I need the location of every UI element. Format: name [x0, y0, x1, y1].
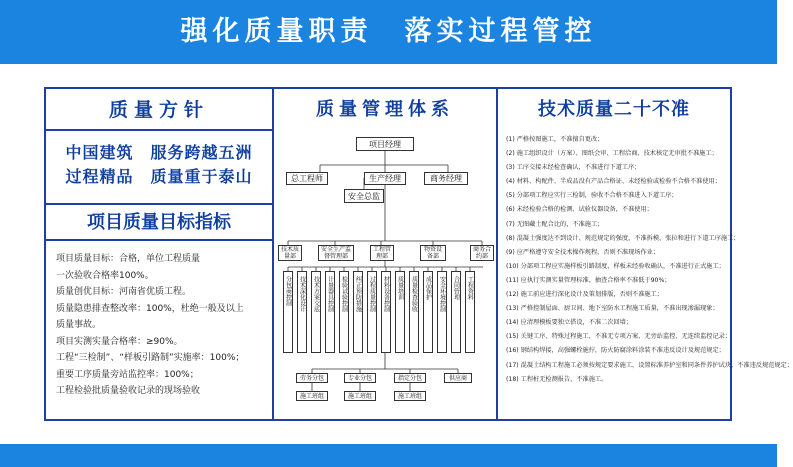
duty-node: 技术方案交底 — [311, 271, 321, 353]
goal-line: 项目质量目标：合格，单位工程质量 — [56, 254, 201, 264]
prohibition-item: (4) 材料、构配件、半成品没有产品合格证、未经检验或检验不合格不准使用； — [506, 178, 721, 186]
goal-line: 项目实测实量合格率：≥90%。 — [56, 336, 183, 347]
goal-line: 质量事故。 — [56, 320, 102, 330]
department-node: 物资设备部 — [420, 245, 446, 261]
management-system-panel — [274, 89, 496, 419]
prohibition-item: (16) 钢结构焊接，高强螺栓施拧，防火防腐涂料涂装不准违反设计及规范规定； — [506, 347, 725, 355]
duty-node: 检验试验控制 — [339, 271, 349, 353]
slogan-line-1: 中国建筑 服务跨越五洲 — [65, 143, 253, 162]
safety-director-node: 安全总监 — [344, 189, 384, 203]
twenty-prohibitions-heading: 技术质量二十不准 — [538, 99, 690, 120]
prohibition-item: (5) 分部项工程应实行三检制，验收不合格不准进入下道工序； — [506, 192, 678, 200]
slogan-line-2: 过程精品 质量重于泰山 — [65, 167, 253, 186]
duty-node: 质量培训 — [395, 271, 405, 353]
duty-node: 材料设备控制 — [381, 271, 391, 353]
prohibition-item: (17) 混凝土结构工程施工必须按规定要求施工，设置标准养护室和同条件养护试块，不准违反规范规定； — [506, 361, 793, 369]
content-frame — [44, 87, 793, 421]
department-node: 商务合约部 — [470, 245, 494, 261]
goal-line: 质量隐患排查整改率：100%，杜绝一般及以上 — [56, 303, 244, 314]
prohibitions-list — [506, 133, 793, 387]
prohibition-item: (11) 应执行实测实量管理标准，抽查合格率不准低于90%； — [506, 276, 671, 284]
duty-node: 计量器具控制 — [325, 271, 335, 353]
quality-policy-heading: 质量方针 — [46, 89, 272, 131]
duty-node: 过程质量控制 — [367, 271, 377, 353]
department-node: 安全生产监督管理部 — [318, 245, 354, 261]
duty-node: 分包商控制 — [283, 271, 293, 353]
duty-node: 质量检查验收 — [409, 271, 419, 353]
goal-line: 质量创优目标：河南省优质工程。 — [56, 287, 192, 297]
prohibition-item: (14) 应清理模板要独立搭设，不准二次回墙； — [506, 319, 633, 327]
subcontract-node: 指定分包 — [394, 373, 426, 383]
duty-node: 技术深化设计 — [297, 271, 307, 353]
prohibition-item: (7) 无图藏土配合比的，不准施工； — [506, 220, 604, 228]
prohibition-item: (9) 应严格遵守安全技术操作规程，否则不准现场作业； — [506, 248, 660, 256]
work-team-node: 施工班组 — [296, 391, 328, 401]
twenty-prohibitions-panel — [498, 89, 793, 419]
quality-slogan — [46, 133, 272, 203]
quality-goals-heading: 项目质量目标指标 — [46, 203, 272, 241]
prohibition-item: (15) 关键工序、特殊过程施工，不准无专项方案、无旁站监控、无连续监控记录； — [506, 333, 732, 341]
goal-line: 工程检验批质量验收记录的现场验收 — [56, 386, 201, 396]
duty-node: 成品保护 — [423, 271, 433, 353]
subcontract-node: 供应商 — [444, 373, 472, 383]
banner-title: 强化质量职责 落实过程管控 — [180, 16, 597, 47]
prohibition-item: (13) 严格控制屋面、厨卫间、地下室防水工程施工质量，不准出现渗漏现象； — [506, 305, 719, 313]
prohibition-item: (12) 施工前应进行深化设计及策划排版，否则不准施工； — [506, 291, 663, 299]
business-manager-node: 商务经理 — [424, 172, 468, 185]
work-team-node: 施工班组 — [394, 391, 426, 401]
duty-node: 工程资料 — [465, 271, 475, 353]
subcontract-node: 劳务分包 — [296, 373, 328, 383]
prohibition-item: (10) 分部项工程应实施样板引路制度，样板未经验收确认，不准进行正式施工； — [506, 262, 725, 270]
production-manager-node: 生产经理 — [364, 172, 406, 185]
duty-node: 纠正预防措施 — [353, 271, 363, 353]
management-system-heading: 质量管理体系 — [316, 99, 454, 120]
goal-line: 重要工序质量旁站监控率：100%； — [56, 369, 199, 380]
prohibition-item: (18) 工程桩无检测报告，不准施工。 — [506, 375, 608, 383]
prohibition-item: (1) 严格按图施工，不准擅自更改； — [506, 136, 604, 143]
project-manager-node: 项目经理 — [356, 137, 414, 151]
prohibition-item: (3) 工序交接未经检查确认，不准进行下道工序； — [506, 164, 641, 172]
prohibition-item: (6) 未经检验合格的检测、试验仪器设备，不准使用； — [506, 206, 653, 214]
duty-node: 安全环境控制 — [437, 271, 447, 353]
prohibition-item: (2) 施工组织设计（方案）、图纸会审、工程洽商、技术核定无审批不准施工； — [506, 150, 718, 158]
department-node: 技术质量部 — [278, 245, 302, 261]
goal-line: 工程“三检制”、“样板引路制”实施率：100%； — [56, 353, 245, 363]
goal-line: 一次验收合格率100%。 — [56, 270, 154, 281]
duty-node: 合同管理 — [451, 271, 461, 353]
prohibition-item: (8) 混凝土强度达不到设计、规范规定的强度，不准拆模、张拉和进行下道工序施工； — [506, 234, 740, 242]
chief-engineer-node: 总工程师 — [286, 172, 328, 185]
policy-panel — [46, 89, 272, 419]
quality-goals-list — [56, 251, 268, 400]
subcontract-node: 专业分包 — [344, 373, 376, 383]
footer-band — [0, 444, 777, 467]
department-node: 工程管理部 — [370, 245, 394, 261]
work-team-node: 施工班组 — [344, 391, 376, 401]
